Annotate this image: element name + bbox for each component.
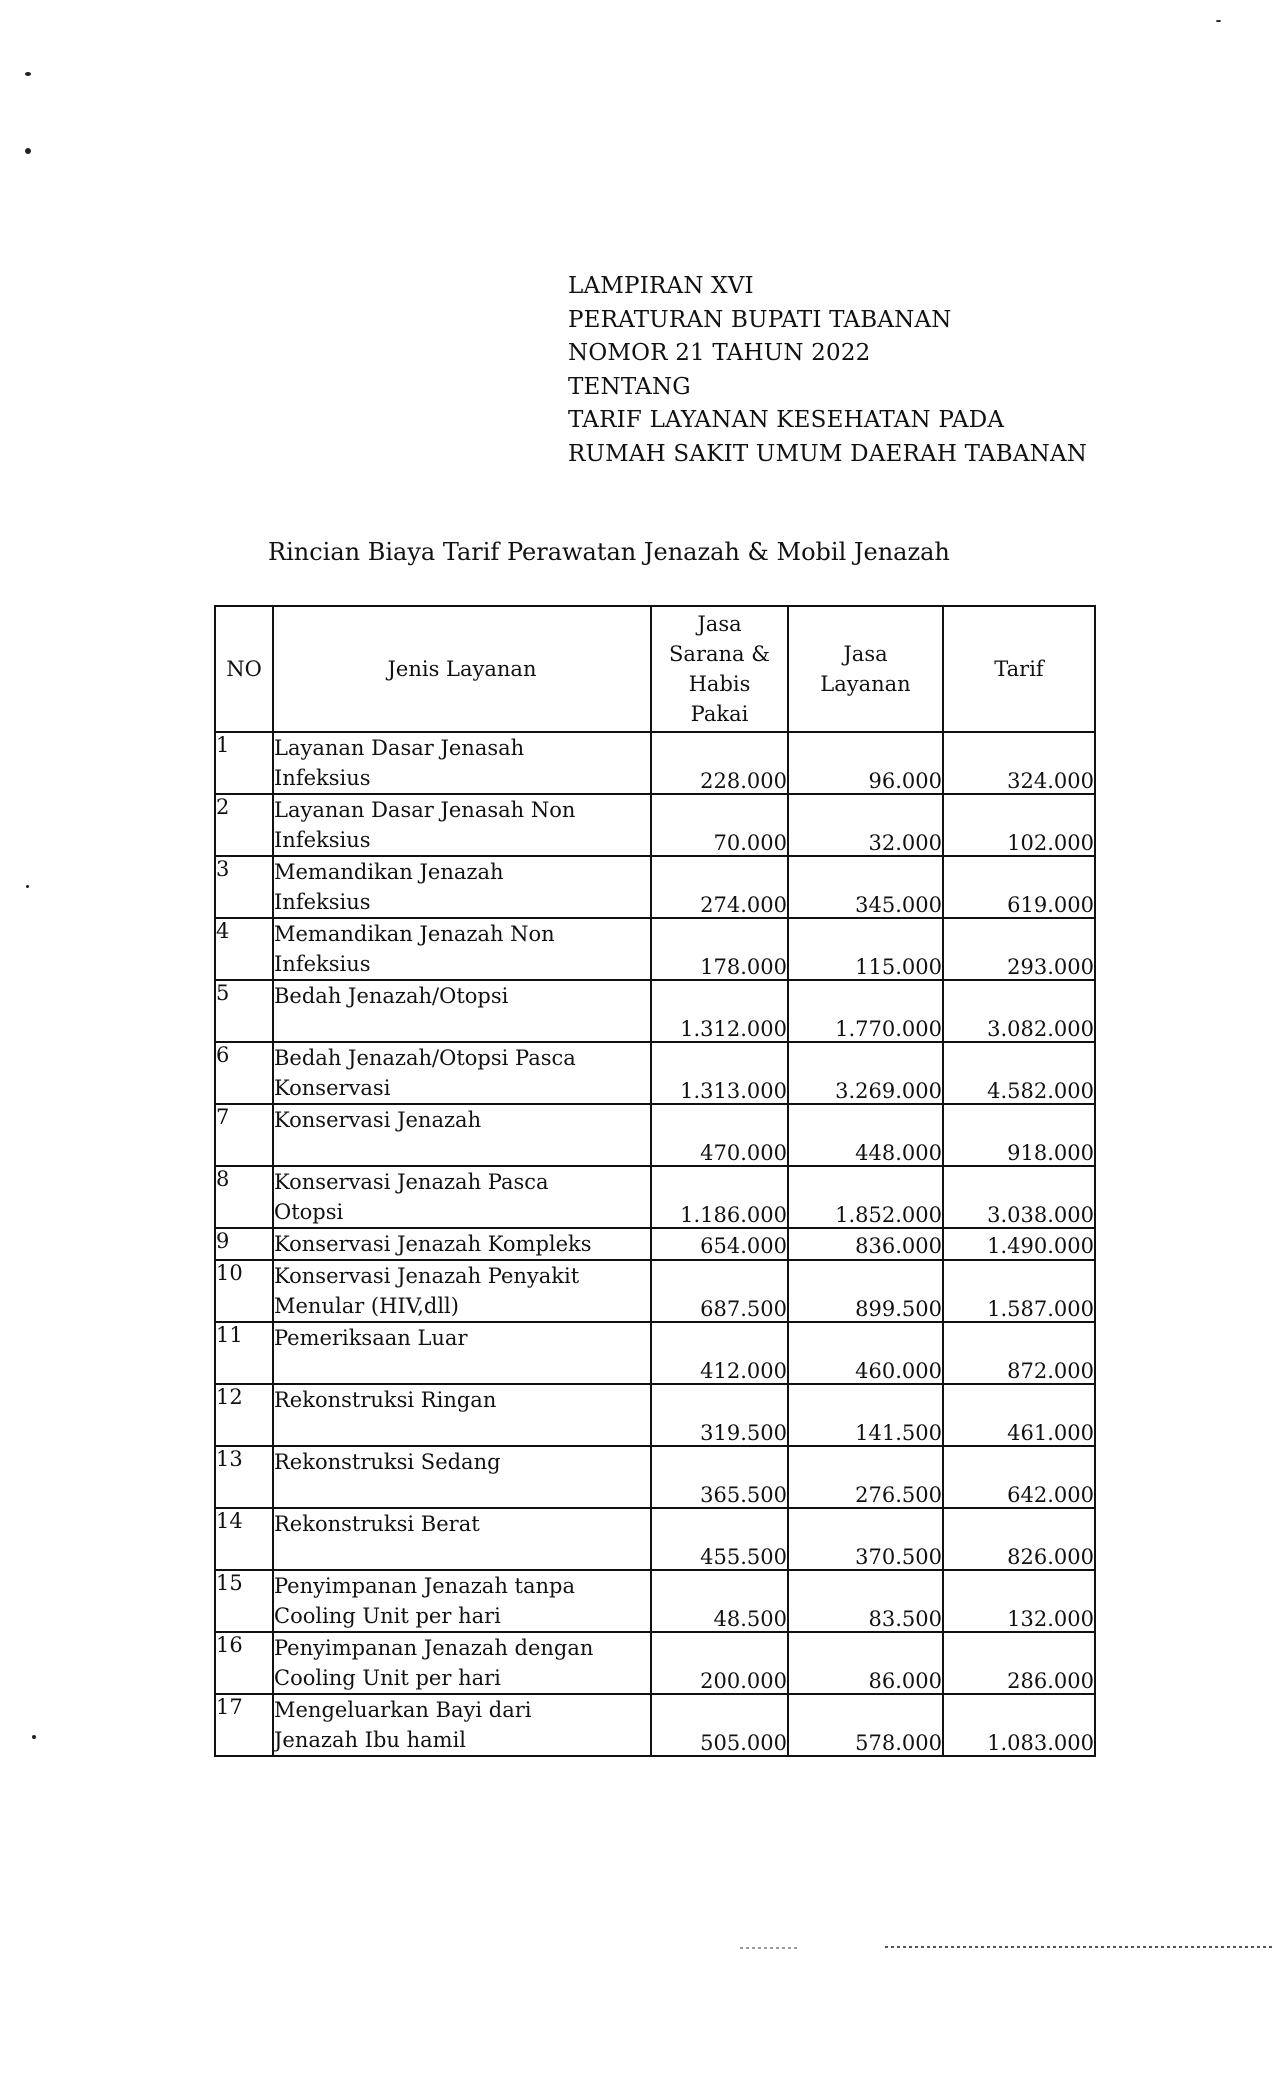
row-number: 17 [215, 1694, 273, 1756]
tarif-value: 102.000 [943, 794, 1095, 856]
jasa-layanan-value: 3.269.000 [788, 1042, 943, 1104]
table-title: Rincian Biaya Tarif Perawatan Jenazah & Mobil Jenazah [268, 538, 950, 566]
table-row [215, 1166, 1095, 1228]
table-row [215, 1632, 1095, 1694]
scan-edge-line [740, 1947, 800, 1949]
header-text-line: Pakai [690, 702, 749, 726]
row-number: 5 [215, 980, 273, 1042]
jasa-sarana-value: 505.000 [651, 1694, 788, 1756]
jasa-layanan-value: 578.000 [788, 1694, 943, 1756]
service-name-line [274, 1539, 650, 1569]
service-name-line: Infeksius [274, 766, 371, 790]
row-number: 9 [215, 1228, 273, 1260]
header-subject-1: TARIF LAYANAN KESEHATAN PADA [568, 407, 1005, 434]
service-name-line: Infeksius [274, 890, 371, 914]
service-name-line [274, 1011, 650, 1041]
jasa-sarana-value: 365.500 [651, 1446, 788, 1508]
jasa-layanan-value: 276.500 [788, 1446, 943, 1508]
tarif-value: 1.083.000 [943, 1694, 1095, 1756]
service-name [273, 856, 651, 918]
jasa-sarana-value: 455.500 [651, 1508, 788, 1570]
jasa-layanan-value: 899.500 [788, 1260, 943, 1322]
header-text-line: Jasa [843, 642, 888, 666]
service-name-line: Rekonstruksi Sedang [274, 1450, 501, 1474]
service-name-line [274, 1477, 650, 1507]
service-name-line: Konservasi Jenazah Kompleks [274, 1232, 592, 1256]
header-subject-2: RUMAH SAKIT UMUM DAERAH TABANAN [568, 440, 1088, 467]
service-name [273, 1508, 651, 1570]
service-name-line [274, 1415, 650, 1445]
service-name [273, 918, 651, 980]
table-header-row [215, 606, 1095, 732]
service-name-line [274, 1135, 650, 1165]
table-row [215, 856, 1095, 918]
scan-speck [26, 885, 29, 888]
service-name-line: Infeksius [274, 952, 371, 976]
table-row [215, 918, 1095, 980]
tarif-value: 872.000 [943, 1322, 1095, 1384]
jasa-sarana-value: 1.312.000 [651, 980, 788, 1042]
service-name-line: Bedah Jenazah/Otopsi Pasca [274, 1046, 576, 1070]
tarif-value: 1.490.000 [943, 1228, 1095, 1260]
service-name-line: Otopsi [274, 1200, 344, 1224]
jasa-sarana-value: 1.313.000 [651, 1042, 788, 1104]
service-name-line: Konservasi [274, 1076, 391, 1100]
service-name-line: Pemeriksaan Luar [274, 1326, 468, 1350]
scan-speck [32, 1735, 36, 1739]
scan-speck [25, 148, 31, 154]
header-text-line: Layanan [820, 672, 911, 696]
jasa-layanan-value: 836.000 [788, 1228, 943, 1260]
jasa-sarana-value: 654.000 [651, 1228, 788, 1260]
service-name [273, 1694, 651, 1756]
service-name [273, 794, 651, 856]
service-name [273, 1384, 651, 1446]
scan-speck [25, 72, 31, 76]
jasa-layanan-value: 141.500 [788, 1384, 943, 1446]
table-row [215, 732, 1095, 794]
service-name-line: Infeksius [274, 828, 371, 852]
table-row [215, 1446, 1095, 1508]
column-header-jasa-sarana [651, 606, 788, 732]
row-number: 11 [215, 1322, 273, 1384]
column-header-no: NO [215, 606, 273, 732]
service-name-line: Memandikan Jenazah Non [274, 922, 555, 946]
tarif-value: 293.000 [943, 918, 1095, 980]
jasa-layanan-value: 370.500 [788, 1508, 943, 1570]
table-body [215, 732, 1095, 1756]
jasa-layanan-value: 115.000 [788, 918, 943, 980]
table-row [215, 1694, 1095, 1756]
service-name-line: Layanan Dasar Jenasah Non [274, 798, 576, 822]
table-row [215, 1570, 1095, 1632]
row-number: 6 [215, 1042, 273, 1104]
row-number: 2 [215, 794, 273, 856]
scan-edge-line [885, 1946, 1274, 1948]
service-name [273, 1632, 651, 1694]
service-name-line: Jenazah Ibu hamil [274, 1728, 467, 1752]
jasa-layanan-value: 345.000 [788, 856, 943, 918]
jasa-layanan-value: 448.000 [788, 1104, 943, 1166]
jasa-layanan-value: 1.770.000 [788, 980, 943, 1042]
table-row [215, 1322, 1095, 1384]
table-row [215, 1228, 1095, 1260]
table-row [215, 1384, 1095, 1446]
jasa-sarana-value: 48.500 [651, 1570, 788, 1632]
jasa-sarana-value: 1.186.000 [651, 1166, 788, 1228]
row-number: 8 [215, 1166, 273, 1228]
tarif-value: 3.082.000 [943, 980, 1095, 1042]
service-name [273, 1166, 651, 1228]
jasa-sarana-value: 412.000 [651, 1322, 788, 1384]
row-number: 16 [215, 1632, 273, 1694]
column-header-jasa-layanan [788, 606, 943, 732]
tarif-value: 826.000 [943, 1508, 1095, 1570]
tarif-value: 4.582.000 [943, 1042, 1095, 1104]
service-name-line: Konservasi Jenazah Pasca [274, 1170, 549, 1194]
tarif-value: 619.000 [943, 856, 1095, 918]
service-name-line: Bedah Jenazah/Otopsi [274, 984, 509, 1008]
jasa-sarana-value: 70.000 [651, 794, 788, 856]
tariff-table [214, 605, 1096, 1757]
jasa-sarana-value: 687.500 [651, 1260, 788, 1322]
header-text-line: Jasa [697, 612, 742, 636]
service-name-line [274, 1353, 650, 1383]
row-number: 15 [215, 1570, 273, 1632]
jasa-sarana-value: 470.000 [651, 1104, 788, 1166]
row-number: 1 [215, 732, 273, 794]
service-name-line: Penyimpanan Jenazah tanpa [274, 1574, 575, 1598]
service-name-line: Menular (HIV,dll) [274, 1294, 459, 1318]
column-header-jenis-layanan: Jenis Layanan [273, 606, 651, 732]
jasa-sarana-value: 274.000 [651, 856, 788, 918]
header-text-line: Habis [688, 672, 751, 696]
column-header-tarif: Tarif [943, 606, 1095, 732]
jasa-sarana-value: 178.000 [651, 918, 788, 980]
service-name-line: Layanan Dasar Jenasah [274, 736, 525, 760]
table-row [215, 1104, 1095, 1166]
service-name-line: Cooling Unit per hari [274, 1604, 501, 1628]
jasa-layanan-value: 96.000 [788, 732, 943, 794]
service-name [273, 732, 651, 794]
service-name [273, 980, 651, 1042]
tarif-value: 1.587.000 [943, 1260, 1095, 1322]
jasa-layanan-value: 83.500 [788, 1570, 943, 1632]
header-appendix: LAMPIRAN XVI [568, 273, 754, 299]
service-name [273, 1260, 651, 1322]
scan-speck [1216, 20, 1221, 22]
jasa-sarana-value: 228.000 [651, 732, 788, 794]
service-name [273, 1042, 651, 1104]
tarif-value: 3.038.000 [943, 1166, 1095, 1228]
service-name [273, 1322, 651, 1384]
jasa-layanan-value: 32.000 [788, 794, 943, 856]
header-number: NOMOR 21 TAHUN 2022 [568, 340, 871, 367]
jasa-layanan-value: 1.852.000 [788, 1166, 943, 1228]
service-name-line: Memandikan Jenazah [274, 860, 504, 884]
service-name [273, 1570, 651, 1632]
jasa-layanan-value: 86.000 [788, 1632, 943, 1694]
service-name [273, 1104, 651, 1166]
service-name-line: Penyimpanan Jenazah dengan [274, 1636, 594, 1660]
table-row [215, 1042, 1095, 1104]
service-name-line: Mengeluarkan Bayi dari [274, 1698, 532, 1722]
row-number: 12 [215, 1384, 273, 1446]
header-text-line: Sarana & [669, 642, 770, 666]
row-number: 3 [215, 856, 273, 918]
service-name-line: Rekonstruksi Ringan [274, 1388, 497, 1412]
tarif-value: 324.000 [943, 732, 1095, 794]
table-row [215, 1508, 1095, 1570]
row-number: 4 [215, 918, 273, 980]
row-number: 10 [215, 1260, 273, 1322]
header-regulation: PERATURAN BUPATI TABANAN [568, 306, 952, 333]
table-row [215, 980, 1095, 1042]
tarif-value: 461.000 [943, 1384, 1095, 1446]
row-number: 14 [215, 1508, 273, 1570]
tarif-value: 918.000 [943, 1104, 1095, 1166]
service-name-line: Konservasi Jenazah [274, 1108, 482, 1132]
service-name [273, 1228, 651, 1260]
jasa-sarana-value: 200.000 [651, 1632, 788, 1694]
row-number: 13 [215, 1446, 273, 1508]
tarif-value: 132.000 [943, 1570, 1095, 1632]
table-row [215, 1260, 1095, 1322]
table-row [215, 794, 1095, 856]
document-header [568, 270, 1087, 472]
tarif-value: 642.000 [943, 1446, 1095, 1508]
header-about: TENTANG [568, 373, 691, 400]
jasa-sarana-value: 319.500 [651, 1384, 788, 1446]
service-name-line: Konservasi Jenazah Penyakit [274, 1264, 580, 1288]
jasa-layanan-value: 460.000 [788, 1322, 943, 1384]
service-name-line: Rekonstruksi Berat [274, 1512, 480, 1536]
row-number: 7 [215, 1104, 273, 1166]
service-name-line: Cooling Unit per hari [274, 1666, 501, 1690]
tarif-value: 286.000 [943, 1632, 1095, 1694]
service-name [273, 1446, 651, 1508]
